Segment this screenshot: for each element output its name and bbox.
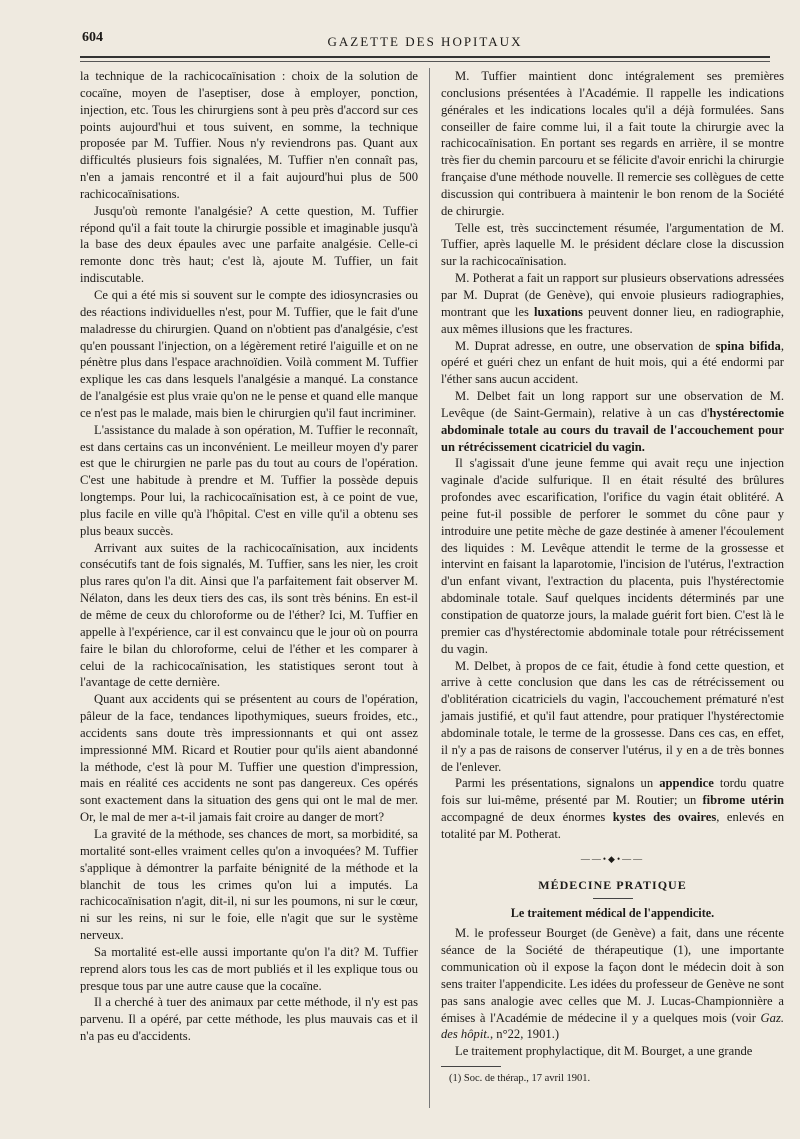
footnote: (1) Soc. de thérap., 17 avril 1901. [449, 1073, 591, 1085]
section-title: MÉDECINE PRATIQUE [538, 877, 687, 892]
paragraph: Il s'agissait d'une jeune femme qui avait reçu une injection vaginale d'acide sulfurique. Il en était résulté des brûlures profondes avec escarification, l'orifice du vagin était oblitéré. A peine fut-il possible de perforer le sommet du cône paur y introduire une petite mèche de gaze destinée à amener l'écoulement des liquides : M. Levêque attendit le terme de la grossesse et intervint en faisant la laparotomie, l'incision de l'utérus, l'extraction d'un enfant vivant, l'extraction du placenta, puis l'hystérectomie abdominale totale. Sauf quelques incidents déterminés par une constipation de quatorze jours, la malade guérit fort bien. C'est là le premier cas d'hystérectomie abdominale totale pour rétrécissement du vagin. [441, 456, 784, 656]
paragraph: M. Duprat adresse, en outre, une observation de spina bifida, opéré et guéri chez un enfant de huit mois, qui a été endormi par l'éther sans aucun accident. [441, 338, 784, 387]
paragraph: Telle est, très succinctement résumée, l'argumentation de M. Tuffier, après laquelle M. le président déclare close la discussion sur la rachicocaïnisation. [441, 220, 784, 269]
left-column [80, 68, 418, 1045]
paragraph: M. Potherat a fait un rapport sur plusieurs observations adressées par M. Duprat (de Genève), qui envoie plusieurs radiographies, montrant que les luxations peuvent donner lieu, en radiographie, aux mêmes illusions que les fractures. [441, 271, 784, 336]
footnote-rule [441, 1066, 501, 1067]
running-title: GAZETTE DES HOPITAUX [327, 34, 523, 49]
paragraph: Parmi les présentations, signalons un appendice tordu quatre fois sur lui-même, présenté par M. Routier; un fibrome utérin accompagné de deux énormes kystes des ovaires, enlevés en totalité par M. Potherat. [441, 776, 784, 841]
column-divider [429, 68, 430, 1108]
paragraph: M. Delbet fait un long rapport sur une observation de M. Levêque (de Saint-Germain), relative à un cas d'hystérectomie abdominale totale au cours du travail de l'accouchement pour un rétrécissement cicatriciel du vagin. [441, 389, 784, 454]
paragraph: Arrivant aux suites de la rachicocaïnisation, aux incidents consécutifs tant de fois signalés, M. Tuffier, sans les nier, les croit plus rares qu'on l'a dit. Ainsi que l'a parfaitement fait observer M. Nélaton, dans les deux tiers des cas, ils sont très bénins. En est-il de même de ceux du chloroforme ou de l'éther? Ici, M. Tuffier en appelle à l'expérience, car il est convaincu que le jour où on pourra faire le bilan du chloroforme, celui de l'éther et les comparer à celui de la rachicocaïnisation, les statistiques seront tout à l'avantage de cette dernière. [80, 540, 418, 690]
page-header [80, 30, 770, 52]
header-rule [80, 56, 770, 58]
page-number: 604 [82, 30, 103, 45]
paragraph: Le traitement prophylactique, dit M. Bourget, a une grande [455, 1044, 753, 1059]
paragraph: Il a cherché à tuer des animaux par cette méthode, il n'y est pas parvenu. Il a opéré, par cette méthode, les plus mauvais cas et il n'a pas eu d'accidents. [80, 995, 418, 1044]
paragraph: L'assistance du malade à son opération, M. Tuffier le reconnaît, est dans certains cas un inconvénient. Le meilleur moyen d'y parer est que le chirurgien ne parle pas du tout au cours de l'opération. C'est une habitude à prendre et M. Tuffier la possède depuis longtemps. Pour lui, la rachicocaïnisation est, à ce point de vue, plus facile en ville qu'à l'hôpital. C'est en ville qu'il a obtenu ses plus beaux succès. [80, 422, 418, 538]
paragraph: Sa mortalité est-elle aussi importante qu'on l'a dit? M. Tuffier reprend alors tous les cas de mort publiés et il les explique tous ou presque tous par une autre cause que la cocaïne. [80, 944, 418, 993]
paragraph: M. Delbet, à propos de ce fait, étudie à fond cette question, et arrive à cette conclusion que dans les cas de rétrécissement ou d'oblitération cicatriciels du vagin, l'accouchement prématuré n'est jamais justifié, et qu'il faut attendre, pour pratiquer l'hystérectomie abdominale totale, le terme de la grossesse. Dans ces cas, en effet, il n'y a pas de raisons de conserver l'utérus, il y en a de très bonnes de l'enlever. [441, 658, 784, 774]
article-subtitle: Le traitement médical de l'appendicite. [510, 905, 715, 920]
header-rule-thin [80, 61, 770, 62]
paragraph: M. Tuffier maintient donc intégralement ses premières conclusions présentées à l'Académie. Il rappelle les indications générales et les indications locales qu'il a déjà formulées. Sans conseiller de faire comme lui, il a fait toute la chirurgie avec la rachicocaïnisation. En portant ses regards en arrière, il se montre très fier du chemin parcouru et se félicite d'avoir enrichi la chirurgie française d'une méthode nouvelle. Il remercie ses collègues de cette discussion qui contribuera à maintenir le bon renom de la Société de chirurgie. [441, 69, 784, 218]
section-rule [593, 898, 633, 899]
paragraph: la technique de la rachicocaïnisation : choix de la solution de cocaïne, moyen de l'aseptiser, dose à employer, ponction, injection, etc. Tous les chirurgiens sont à peu près d'accord sur ces points aujourd'hui et tous suivent, en somme, la technique proposée par M. Tuffier. Nous n'y reviendrons pas. Quant aux difficultés plusieurs fois signalées, M. Tuffier n'en connaît pas, n'en a jamais rencontré et il a fait aujourd'hui plus de 500 rachicocaïnisations. [80, 69, 418, 201]
section-ornament: ——•◆•—— [580, 853, 645, 864]
right-column [441, 68, 784, 1088]
paragraph: M. le professeur Bourget (de Genève) a fait, dans une récente séance de la Société de thérapeutique (1), une importante communication où il expose la façon dont le médecin doit à son sens traiter l'appendicite. Les idées du professeur de Genève ne sont pas sans analogie avec celles que M. J. Lucas-Championnière a émises à l'Académie de médecine il y a quelques mois (voir Gaz. des hôpit., n°22, 1901.) [441, 926, 784, 1042]
paragraph: La gravité de la méthode, ses chances de mort, sa morbidité, sa mortalité sont-elles vraiment celles qu'on a invoquées? M. Tuffier s'applique à démontrer la parfaite bénignité de la méthode et la blanchit de tous les crimes qu'on lui a imputés. La rachicocaïnisation n'agit, dit-il, ni sur les poumons, ni sur le cœur, ni sur les reins, ni sur le foie, elle n'agit que sur le système nerveux. [80, 826, 418, 943]
paragraph: Jusqu'où remonte l'analgésie? A cette question, M. Tuffier répond qu'il a fait toute la chirurgie possible et imaginable jusqu'à la base des deux épaules avec une parfaite analgésie. Celle-ci remonte donc très haut; c'est là, ajoute M. Tuffier, un fait indiscutable. [80, 203, 418, 286]
paragraph: Quant aux accidents qui se présentent au cours de l'opération, pâleur de la face, tendances lipothymiques, sueurs froides, etc., accidents sans doute très impressionnants et qui ont assez impressionné MM. Ricard et Routier pour qu'ils aient abandonné la méthode, c'est là pour M. Tuffier une question d'impression, mais en réalité ces accidents ne sont pas dangereux. Ces opérés sont exactement dans la situation des gens qui ont le mal de mer. Or, le mal de mer a-t-il jamais fait croire au danger de mort? [80, 692, 418, 825]
paragraph: Ce qui a été mis si souvent sur le compte des idiosyncrasies ou des réactions individuelles n'est, pour M. Tuffier, que le fait d'une maladresse du chirurgien. Quand on n'obtient pas d'analgésie, c'est qu'en poussant l'injection, on a légèrement retiré l'aiguille et on ne pénètre plus dans l'espace arachnoïdien. Voilà comment M. Tuffier explique les cas dans lesquels l'analgésie a manqué. La constance de l'analgésie est plus vraie qu'on ne le pense et quand elle manque ce n'est pas le malade, mais bien le chirurgien qu'il faut incriminer. [80, 287, 418, 420]
